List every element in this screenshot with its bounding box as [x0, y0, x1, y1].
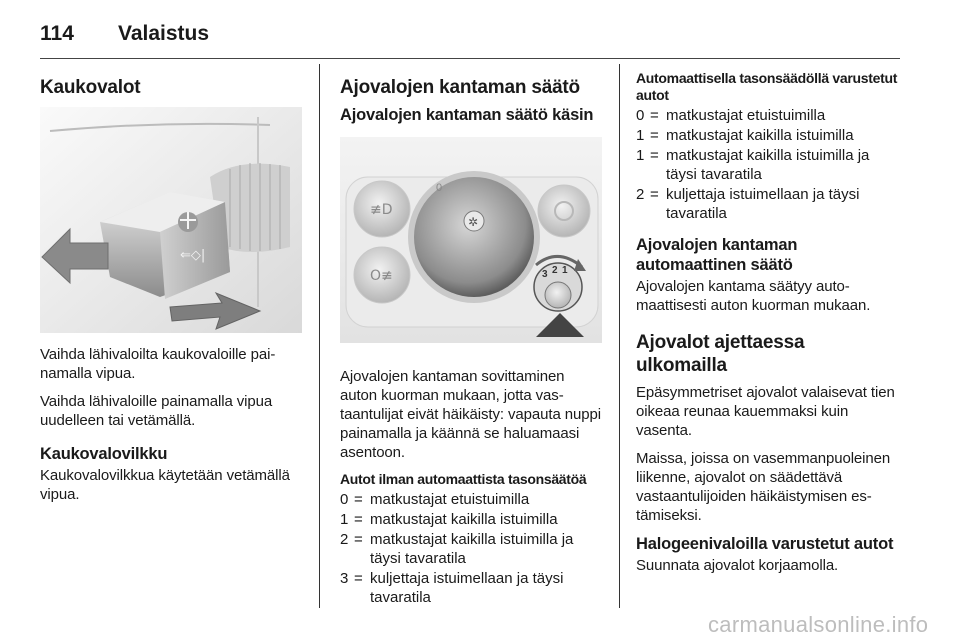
list-item	[340, 510, 602, 529]
list-item	[636, 106, 900, 125]
list-item-text: kuljettaja istuimellaan ja täysi tavaratila	[370, 570, 564, 606]
column-divider-2	[619, 64, 620, 608]
paragraph-left-traffic: Maissa, joissa on vasemmanpuoleinen liikenne, ajovalot on säädettävä vastaantulijoiden häikäistymisen estämiseksi.	[636, 450, 891, 524]
paragraph-auto-adjust: Ajovalojen kantama säätyy automaattisesti auton kuorman mukaan.	[636, 278, 871, 314]
paragraph-high-beam-on: Vaihda lähivaloilta kaukovaloille painamalla vipua.	[40, 346, 276, 382]
page-number: 114	[40, 22, 74, 45]
list-title-no-auto: Autot ilman automaattista tasonsäätöä	[340, 471, 587, 487]
list-item-text: kuljettaja istuimellaan ja täysi tavaratila	[666, 186, 860, 222]
list-title-auto: Automaattisella tasonsäädöllä varustetut autot	[636, 70, 898, 103]
list-item-key: 2	[340, 531, 349, 548]
section-heading-abroad: Ajovalot ajettaessa ulkomailla	[636, 332, 805, 376]
subheading-manual-adjust: Ajovalojen kantaman säätö käsin	[340, 106, 594, 124]
column-1	[40, 64, 302, 513]
list-item-separator: =	[354, 511, 363, 528]
list-item-separator: =	[650, 107, 659, 124]
list-item-separator: =	[650, 186, 659, 203]
section-heading-kaukovalot: Kaukovalot	[40, 77, 141, 98]
list-item-text: matkustajat kaikilla istuimilla	[666, 127, 854, 144]
list-auto	[636, 106, 900, 223]
svg-text:≢D: ≢D	[370, 202, 393, 218]
list-item-text: matkustajat kaikilla istuimilla ja täysi tavaratila	[666, 147, 870, 183]
list-item-text: matkustajat kaikilla istuimilla ja täysi tavaratila	[370, 531, 574, 567]
paragraph-high-beam-off: Vaihda lähivaloille painamalla vipua uudelleen tai vetämällä.	[40, 393, 273, 429]
header-rule	[40, 58, 900, 59]
subheading-halogen: Halogeenivaloilla varustetut autot	[636, 535, 894, 553]
list-item-separator: =	[650, 147, 659, 164]
paragraph-asymmetric: Epäsymmetriset ajovalot valaisevat tien oikeaa reunaa kauemmaksi kuin vasenta.	[636, 384, 895, 439]
dial-label-zero: 0	[436, 182, 443, 194]
paragraph-halogen: Suunnata ajovalot korjaamolla.	[636, 557, 839, 574]
column-2	[340, 64, 602, 608]
list-item-separator: =	[354, 570, 363, 587]
list-item	[636, 126, 900, 145]
section-heading-kaukovalovilkku: Kaukovalovilkku	[40, 445, 168, 463]
list-item-separator: =	[354, 531, 363, 548]
list-item-key: 3	[340, 570, 349, 587]
list-item-separator: =	[650, 127, 659, 144]
list-item-key: 0	[340, 491, 349, 508]
paragraph-manual-adjust: Ajovalojen kantaman sovittaminen auton kuorman mukaan, jotta vastaantulijat eivät häikäisty: vapauta nuppi painamalla ja käännä se haluamaasi asentoon.	[340, 368, 601, 461]
list-item-text: matkustajat etuistuimilla	[666, 107, 826, 124]
list-item-key: 2	[636, 186, 645, 203]
list-item	[340, 490, 602, 509]
subheading-auto-adjust: Ajovalojen kantaman automaattinen säätö	[636, 236, 798, 274]
dial-illustration	[340, 137, 602, 343]
section-heading-range-adjust: Ajovalojen kantaman säätö	[340, 77, 580, 98]
list-item-key: 1	[340, 511, 349, 528]
list-item	[340, 530, 602, 568]
column-divider-1	[319, 64, 320, 608]
list-item	[636, 146, 900, 184]
list-item-key: 1	[636, 127, 645, 144]
list-item-text: matkustajat kaikilla istuimilla	[370, 511, 558, 528]
list-no-auto	[340, 490, 602, 607]
list-item	[636, 185, 900, 223]
column-3	[636, 64, 900, 584]
chapter-title: Valaistus	[118, 22, 210, 45]
watermark: carmanualsonline.info	[708, 612, 929, 637]
lever-illustration	[40, 107, 302, 333]
list-item-text: matkustajat etuistuimilla	[370, 491, 530, 508]
page-header	[40, 16, 209, 52]
svg-text:⇐◇|: ⇐◇|	[180, 248, 206, 263]
dial-label-two: 2	[552, 265, 558, 276]
list-item	[340, 569, 602, 607]
paragraph-flash: Kaukovalovilkkua käytetään vetämällä vipua.	[40, 467, 290, 503]
svg-text:✲: ✲	[468, 215, 479, 229]
dial-label-one: 1	[562, 265, 568, 276]
list-item-separator: =	[354, 491, 363, 508]
dial-label-three: 3	[542, 269, 548, 280]
list-item-key: 1	[636, 147, 645, 164]
list-item-key: 0	[636, 107, 645, 124]
svg-text:O≢: O≢	[370, 268, 393, 284]
